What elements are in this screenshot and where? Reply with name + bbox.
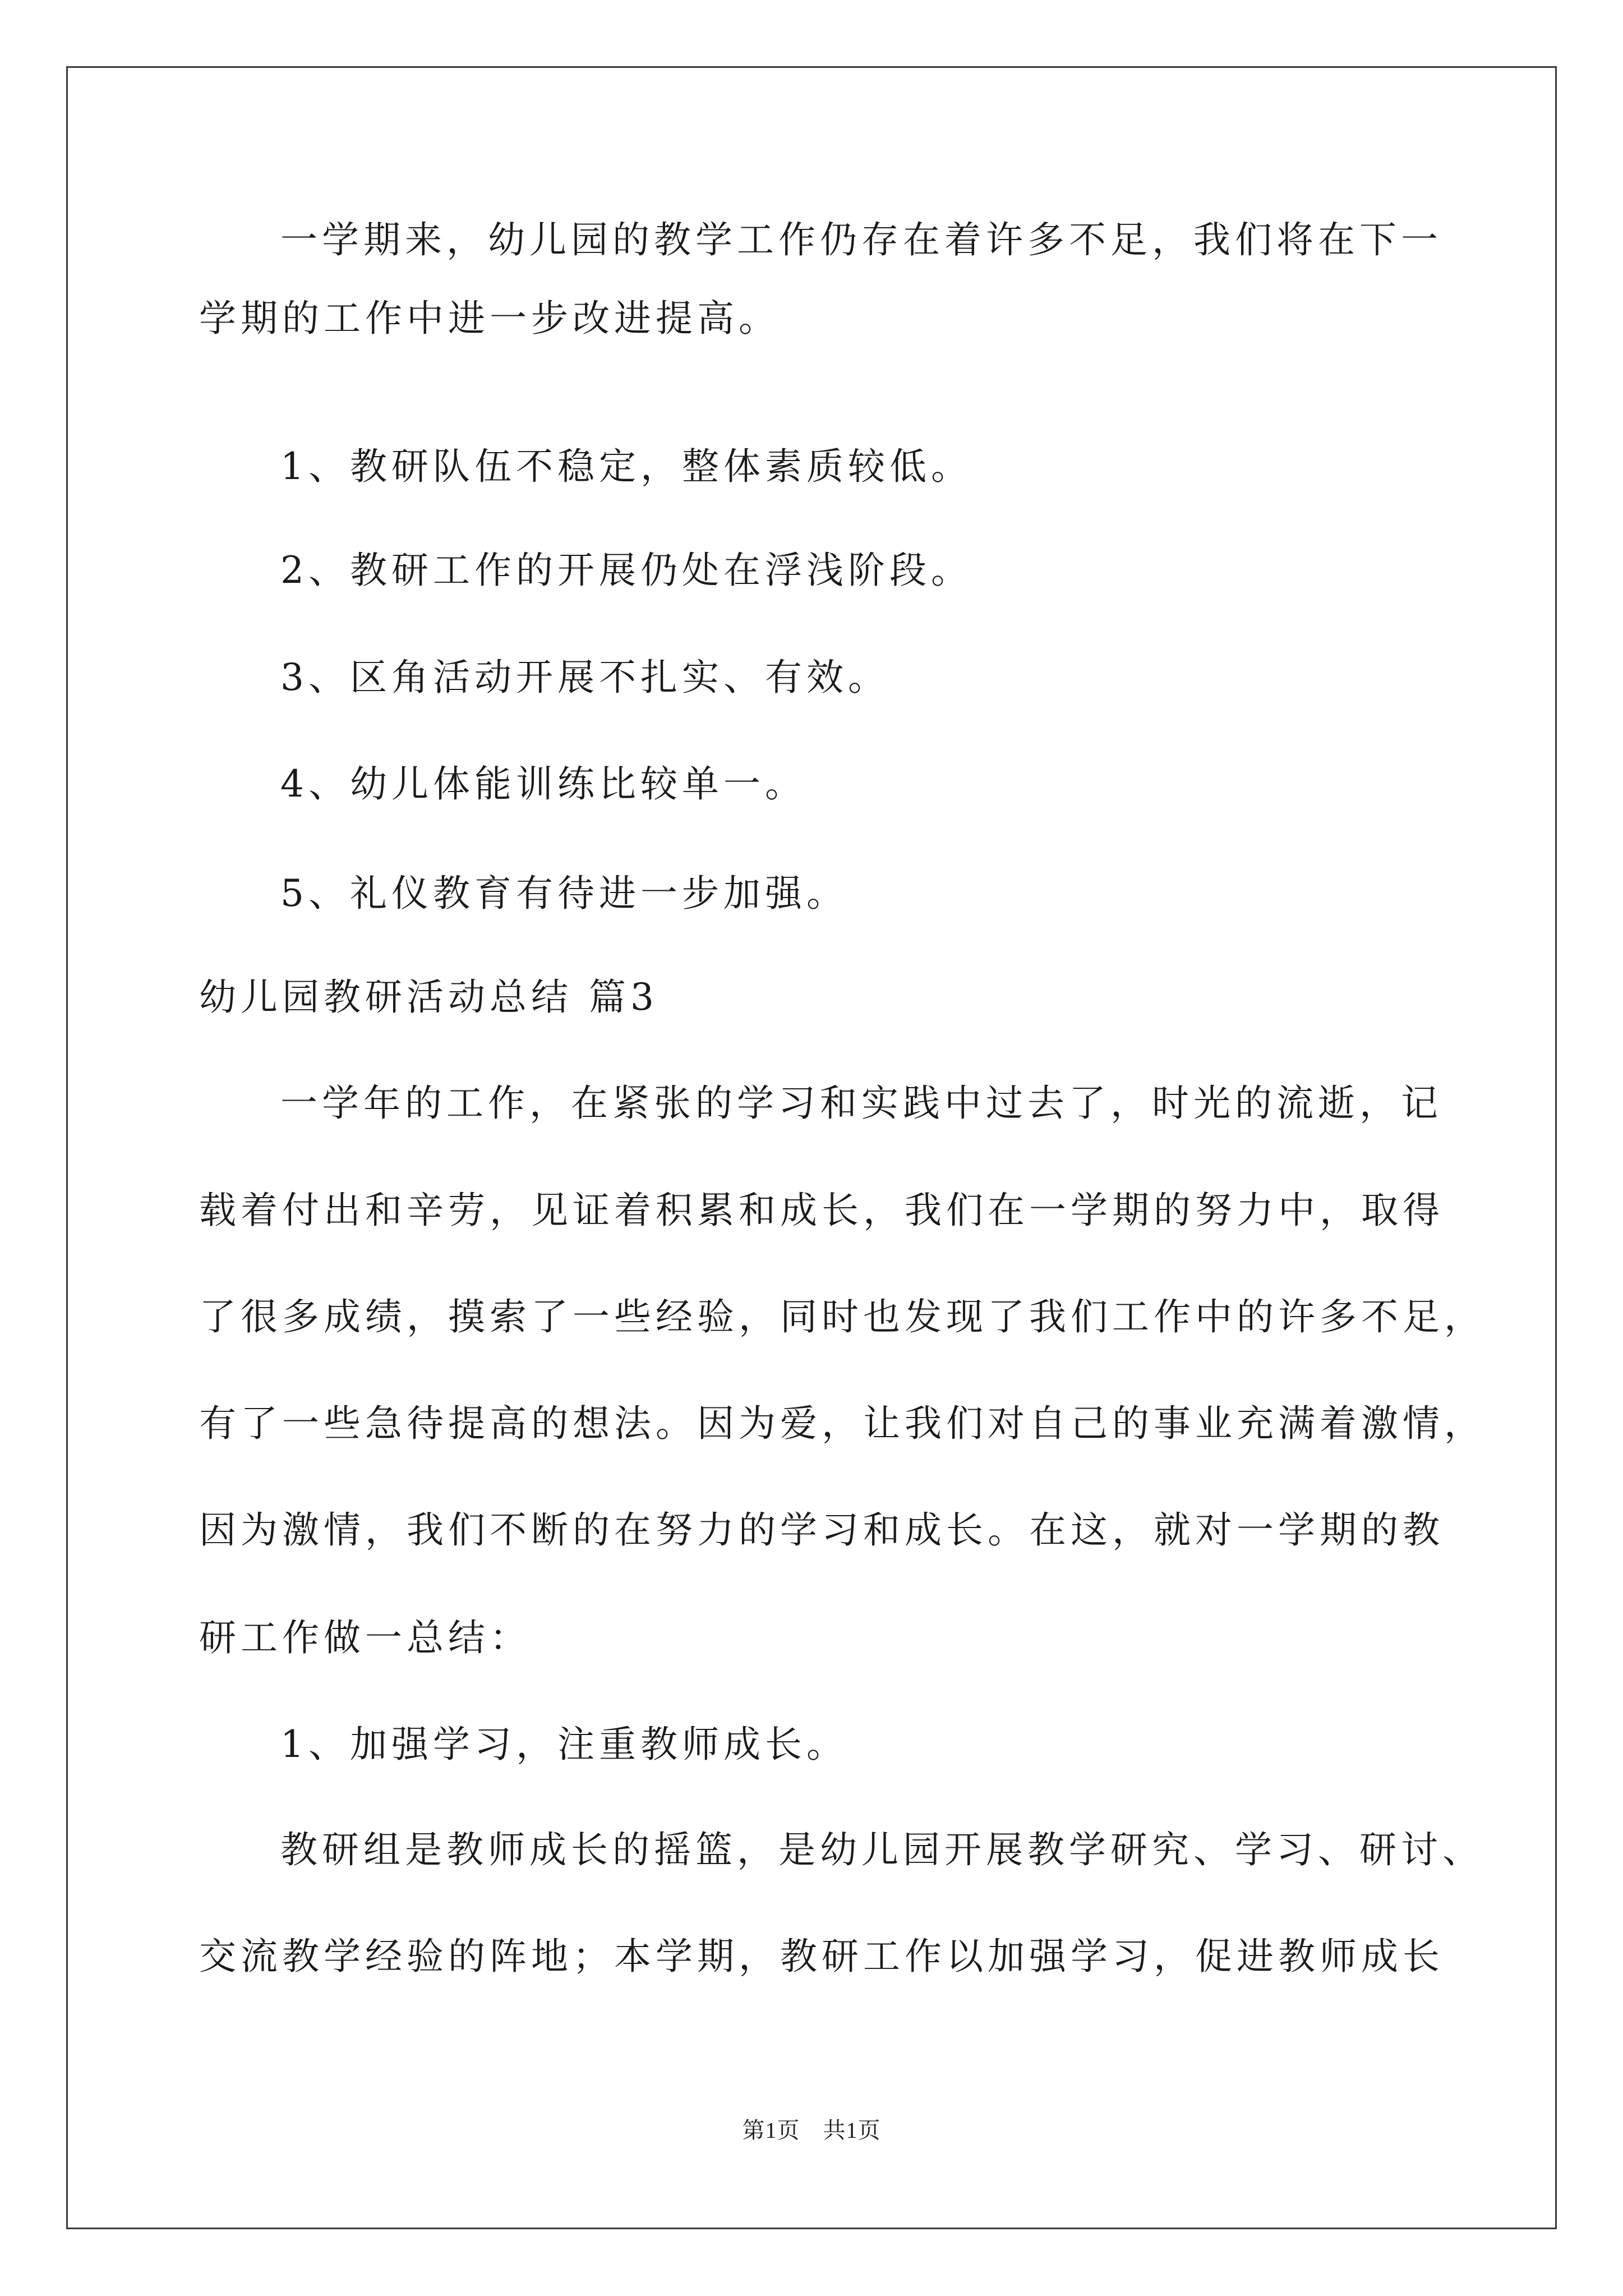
list-item: 1、加强学习，注重教师成长。 xyxy=(280,1723,848,1766)
section-heading: 幼儿园教研活动总结 篇3 xyxy=(199,976,658,1019)
paragraph-line: 教研组是教师成长的摇篮，是幼儿园开展教学研究、学习、研讨、 xyxy=(280,1828,1484,1871)
list-item: 4、幼儿体能训练比较单一。 xyxy=(280,762,806,806)
page-border xyxy=(66,66,1557,2229)
paragraph-line: 有了一些急待提高的想法。因为爱，让我们对自己的事业充满着激情， xyxy=(199,1402,1486,1445)
paragraph-line: 一学年的工作，在紧张的学习和实践中过去了，时光的流逝，记 xyxy=(280,1082,1442,1125)
paragraph-line: 载着付出和辛劳，见证着积累和成长，我们在一学期的努力中，取得 xyxy=(199,1189,1444,1232)
paragraph-line: 了很多成绩，摸索了一些经验，同时也发现了我们工作中的许多不足， xyxy=(199,1295,1486,1338)
paragraph-line: 因为激情，我们不断的在努力的学习和成长。在这，就对一学期的教 xyxy=(199,1508,1444,1552)
paragraph-line: 交流教学经验的阵地；本学期，教研工作以加强学习，促进教师成长 xyxy=(199,1935,1444,1978)
paragraph-line: 研工作做一总结： xyxy=(199,1616,531,1659)
list-item: 1、教研队伍不稳定，整体素质较低。 xyxy=(280,445,972,488)
paragraph-line: 一学期来，幼儿园的教学工作仍存在着许多不足，我们将在下一 xyxy=(280,218,1442,261)
list-item: 3、区角活动开展不扎实、有效。 xyxy=(280,656,889,699)
paragraph-line: 学期的工作中进一步改进提高。 xyxy=(199,297,780,340)
list-item: 2、教研工作的开展仍处在浮浅阶段。 xyxy=(280,549,972,592)
page-number: 第1页 共1页 xyxy=(742,2118,881,2143)
list-item: 5、礼仪教育有待进一步加强。 xyxy=(280,872,848,915)
